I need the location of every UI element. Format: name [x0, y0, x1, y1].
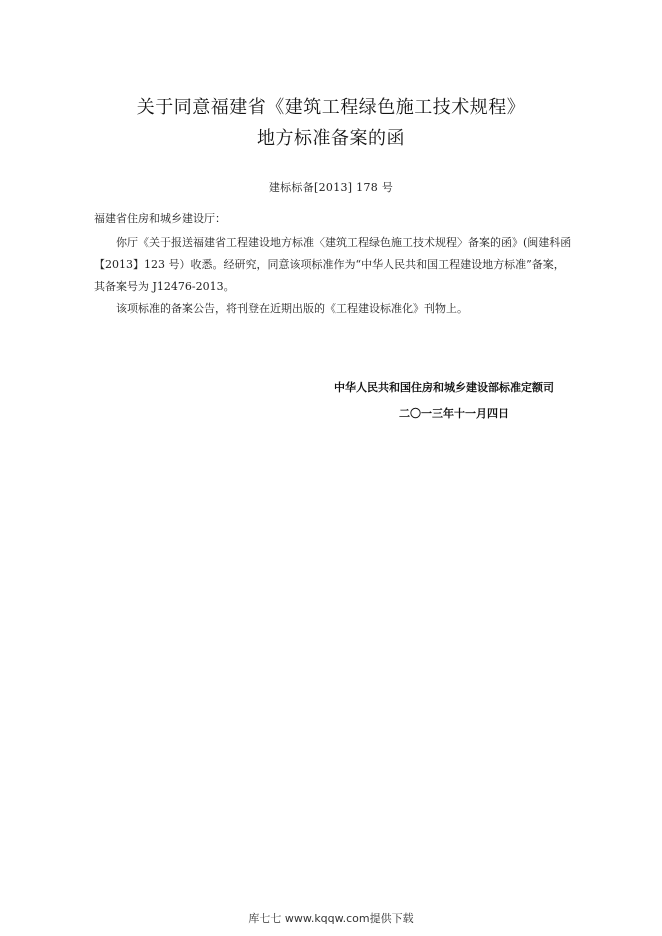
document-title-line2: 地方标准备案的函 — [257, 128, 405, 149]
body-paragraph-1: 你厅《关于报送福建省工程建设地方标准〈建筑工程绿色施工技术规程〉备案的函》(闽建科函【2013】123 号）收悉。经研究，同意该项标准作为“中华人民共和国工程建设地方标准”备案，其备案号为 J12476-2013。 — [94, 236, 572, 293]
download-footer: 库七七 www.kqqw.com提供下载 — [248, 912, 414, 925]
signature-organization: 中华人民共和国住房和城乡建设部标准定额司 — [334, 381, 554, 394]
signature-date: 二〇一三年十一月四日 — [399, 407, 509, 420]
body-paragraph-2: 该项标准的备案公告，将刊登在近期出版的《工程建设标准化》刊物上。 — [116, 302, 468, 315]
document-number: 建标标备[2013] 178 号 — [268, 181, 394, 194]
document-title-line1: 关于同意福建省《建筑工程绿色施工技术规程》 — [136, 97, 526, 118]
recipient: 福建省住房和城乡建设厅： — [94, 212, 226, 225]
